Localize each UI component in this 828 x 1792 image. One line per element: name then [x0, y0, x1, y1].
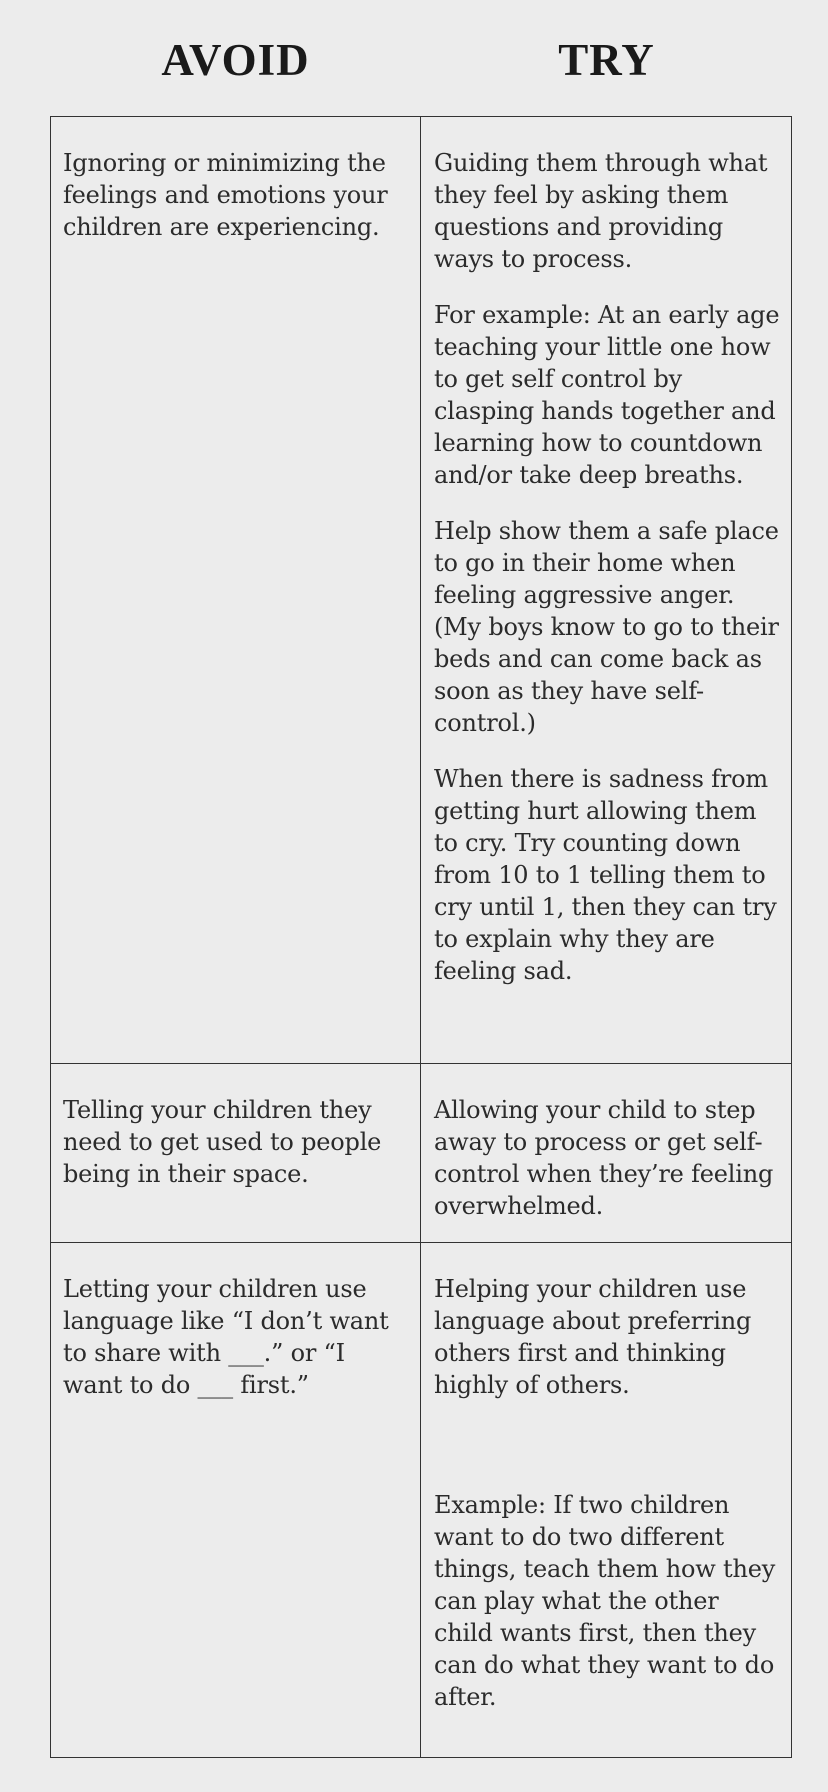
avoid-cell	[51, 1243, 421, 1757]
try-cell	[422, 1064, 791, 1242]
avoid-try-table	[50, 116, 792, 1758]
avoid-text: Ignoring or minimizing the feelings and emotions your children are experiencing.	[63, 149, 388, 241]
table-row	[51, 117, 791, 1064]
table-header	[50, 0, 792, 116]
avoid-text: Letting your children use language like “I don’t want to share with ___.” or “I want to do ___ first.”	[63, 1275, 389, 1399]
try-text: Example: If two children want to do two different things, teach them how they can play what the other child wants first, then they can do what they want to do after.	[434, 1491, 776, 1711]
try-text: Helping your children use language about preferring others first and thinking highly of others.	[434, 1275, 752, 1399]
try-text: For example: At an early age teaching your little one how to get self control by clasping hands together and learning how to countdown and/or take deep breaths.	[434, 301, 780, 489]
avoid-text: Telling your children they need to get used to people being in their space.	[63, 1096, 382, 1188]
avoid-column-heading: AVOID	[161, 35, 310, 85]
try-text: When there is sadness from getting hurt allowing them to cry. Try counting down from 10 to 1 telling them to cry until 1, then they can try to explain why they are feeling sad.	[434, 765, 777, 985]
try-cell	[422, 117, 791, 1063]
try-column-heading: TRY	[558, 35, 655, 85]
try-cell	[422, 1243, 791, 1757]
try-text: Help show them a safe place to go in their home when feeling aggressive anger. (My boys know to go to their beds and can come back as soon as they have self-control.)	[434, 517, 779, 737]
try-text: Guiding them through what they feel by asking them questions and providing ways to process.	[434, 149, 768, 273]
avoid-cell	[51, 117, 421, 1063]
avoid-cell	[51, 1064, 421, 1242]
table-row	[51, 1064, 791, 1243]
try-text: Allowing your child to step away to process or get self-control when they’re feeling overwhelmed.	[434, 1096, 774, 1220]
table-row	[51, 1243, 791, 1757]
